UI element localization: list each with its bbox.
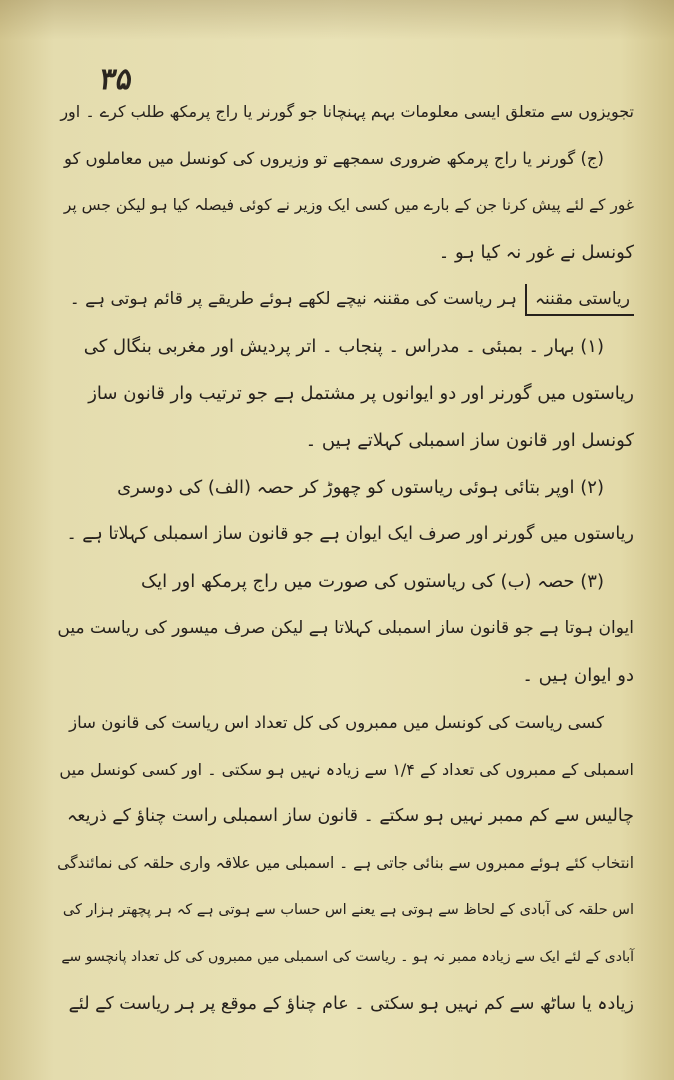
text-line: (ج) گورنر یا راج پرمکھ ضروری سمجھے تو وزیروں کی کونسل میں معاملوں کو (63, 149, 604, 168)
text-line: کونسل اور قانون ساز اسمبلی کہلاتے ہیں ۔ (305, 430, 634, 451)
section-line (58, 276, 634, 323)
side-heading: ریاستی مقننہ (525, 284, 634, 316)
text-line: ہر ریاست کی مقننہ نیچے لکھے ہوئے طریقے پر قائم ہوتی ہے ۔ (69, 289, 517, 309)
text-line: کسی ریاست کی کونسل میں ممبروں کی کل تعداد اس ریاست کی قانون ساز (69, 713, 604, 732)
text-line: اس حلقہ کی آبادی کے لحاظ سے ہوتی ہے یعنے اس حساب سے ہوتی ہے کہ ہر پچھتر ہزار کی (62, 902, 634, 918)
text-line: ایوان ہوتا ہے جو قانون ساز اسمبلی کہلاتا ہے لیکن صرف میسور کی ریاست میں (57, 618, 634, 638)
text-line: کونسل نے غور نہ کیا ہو ۔ (438, 242, 634, 263)
text-line: انتخاب کئے ہوئے ممبروں سے بنائی جاتی ہے ۔ اسمبلی میں علاقہ واری حلقہ کی نمائندگی (57, 854, 634, 872)
text-line: غور کے لئے پیش کرنا جن کے بارے میں کسی ایک وزیر نے کوئی فیصلہ کیا ہو لیکن جس پر (63, 196, 634, 214)
text-line: (۳) حصہ (ب) کی ریاستوں کی صورت میں راج پرمکھ اور ایک (140, 571, 604, 592)
text-line: دو ایوان ہیں ۔ (522, 665, 634, 686)
text-line: ریاستوں میں گورنر اور دو ایوانوں پر مشتمل ہے جو ترتیب وار قانون ساز (88, 383, 634, 404)
text-line: تجویزوں سے متعلق ایسی معلومات بہم پہنچانا جو گورنر یا راج پرمکھ طلب کرے ۔ اور (60, 102, 634, 121)
text-line: آبادی کے لئے ایک سے زیادہ ممبر نہ ہو ۔ ریاست کی اسمبلی میں ممبروں کی کل تعداد پانچسو سے (61, 949, 634, 965)
text-line: چالیس سے کم ممبر نہیں ہو سکتے ۔ قانون ساز اسمبلی راست چناؤ کے ذریعہ (66, 806, 634, 826)
text-line: ریاستوں میں گورنر اور صرف ایک ایوان ہے جو قانون ساز اسمبلی کہلاتا ہے ۔ (66, 524, 634, 544)
text-line: اسمبلی کے ممبروں کی تعداد کے ۱/۴ سے زیادہ نہیں ہو سکتی ۔ اور کسی کونسل میں (59, 760, 634, 779)
text-line: (۲) اوپر بتائی ہوئی ریاستوں کو چھوڑ کر حصہ (الف) کی دوسری (117, 477, 604, 498)
page-number: ۳۵ (97, 62, 135, 97)
text-line: زیادہ یا ساٹھ سے کم نہیں ہو سکتی ۔ عام چناؤ کے موقع پر ہر ریاست کے لئے (68, 994, 634, 1014)
body-text (58, 88, 634, 1028)
text-line: (۱) بہار ۔ بمبئی ۔ مدراس ۔ پنجاب ۔ اتر پردیش اور مغربی بنگال کی (83, 336, 604, 357)
